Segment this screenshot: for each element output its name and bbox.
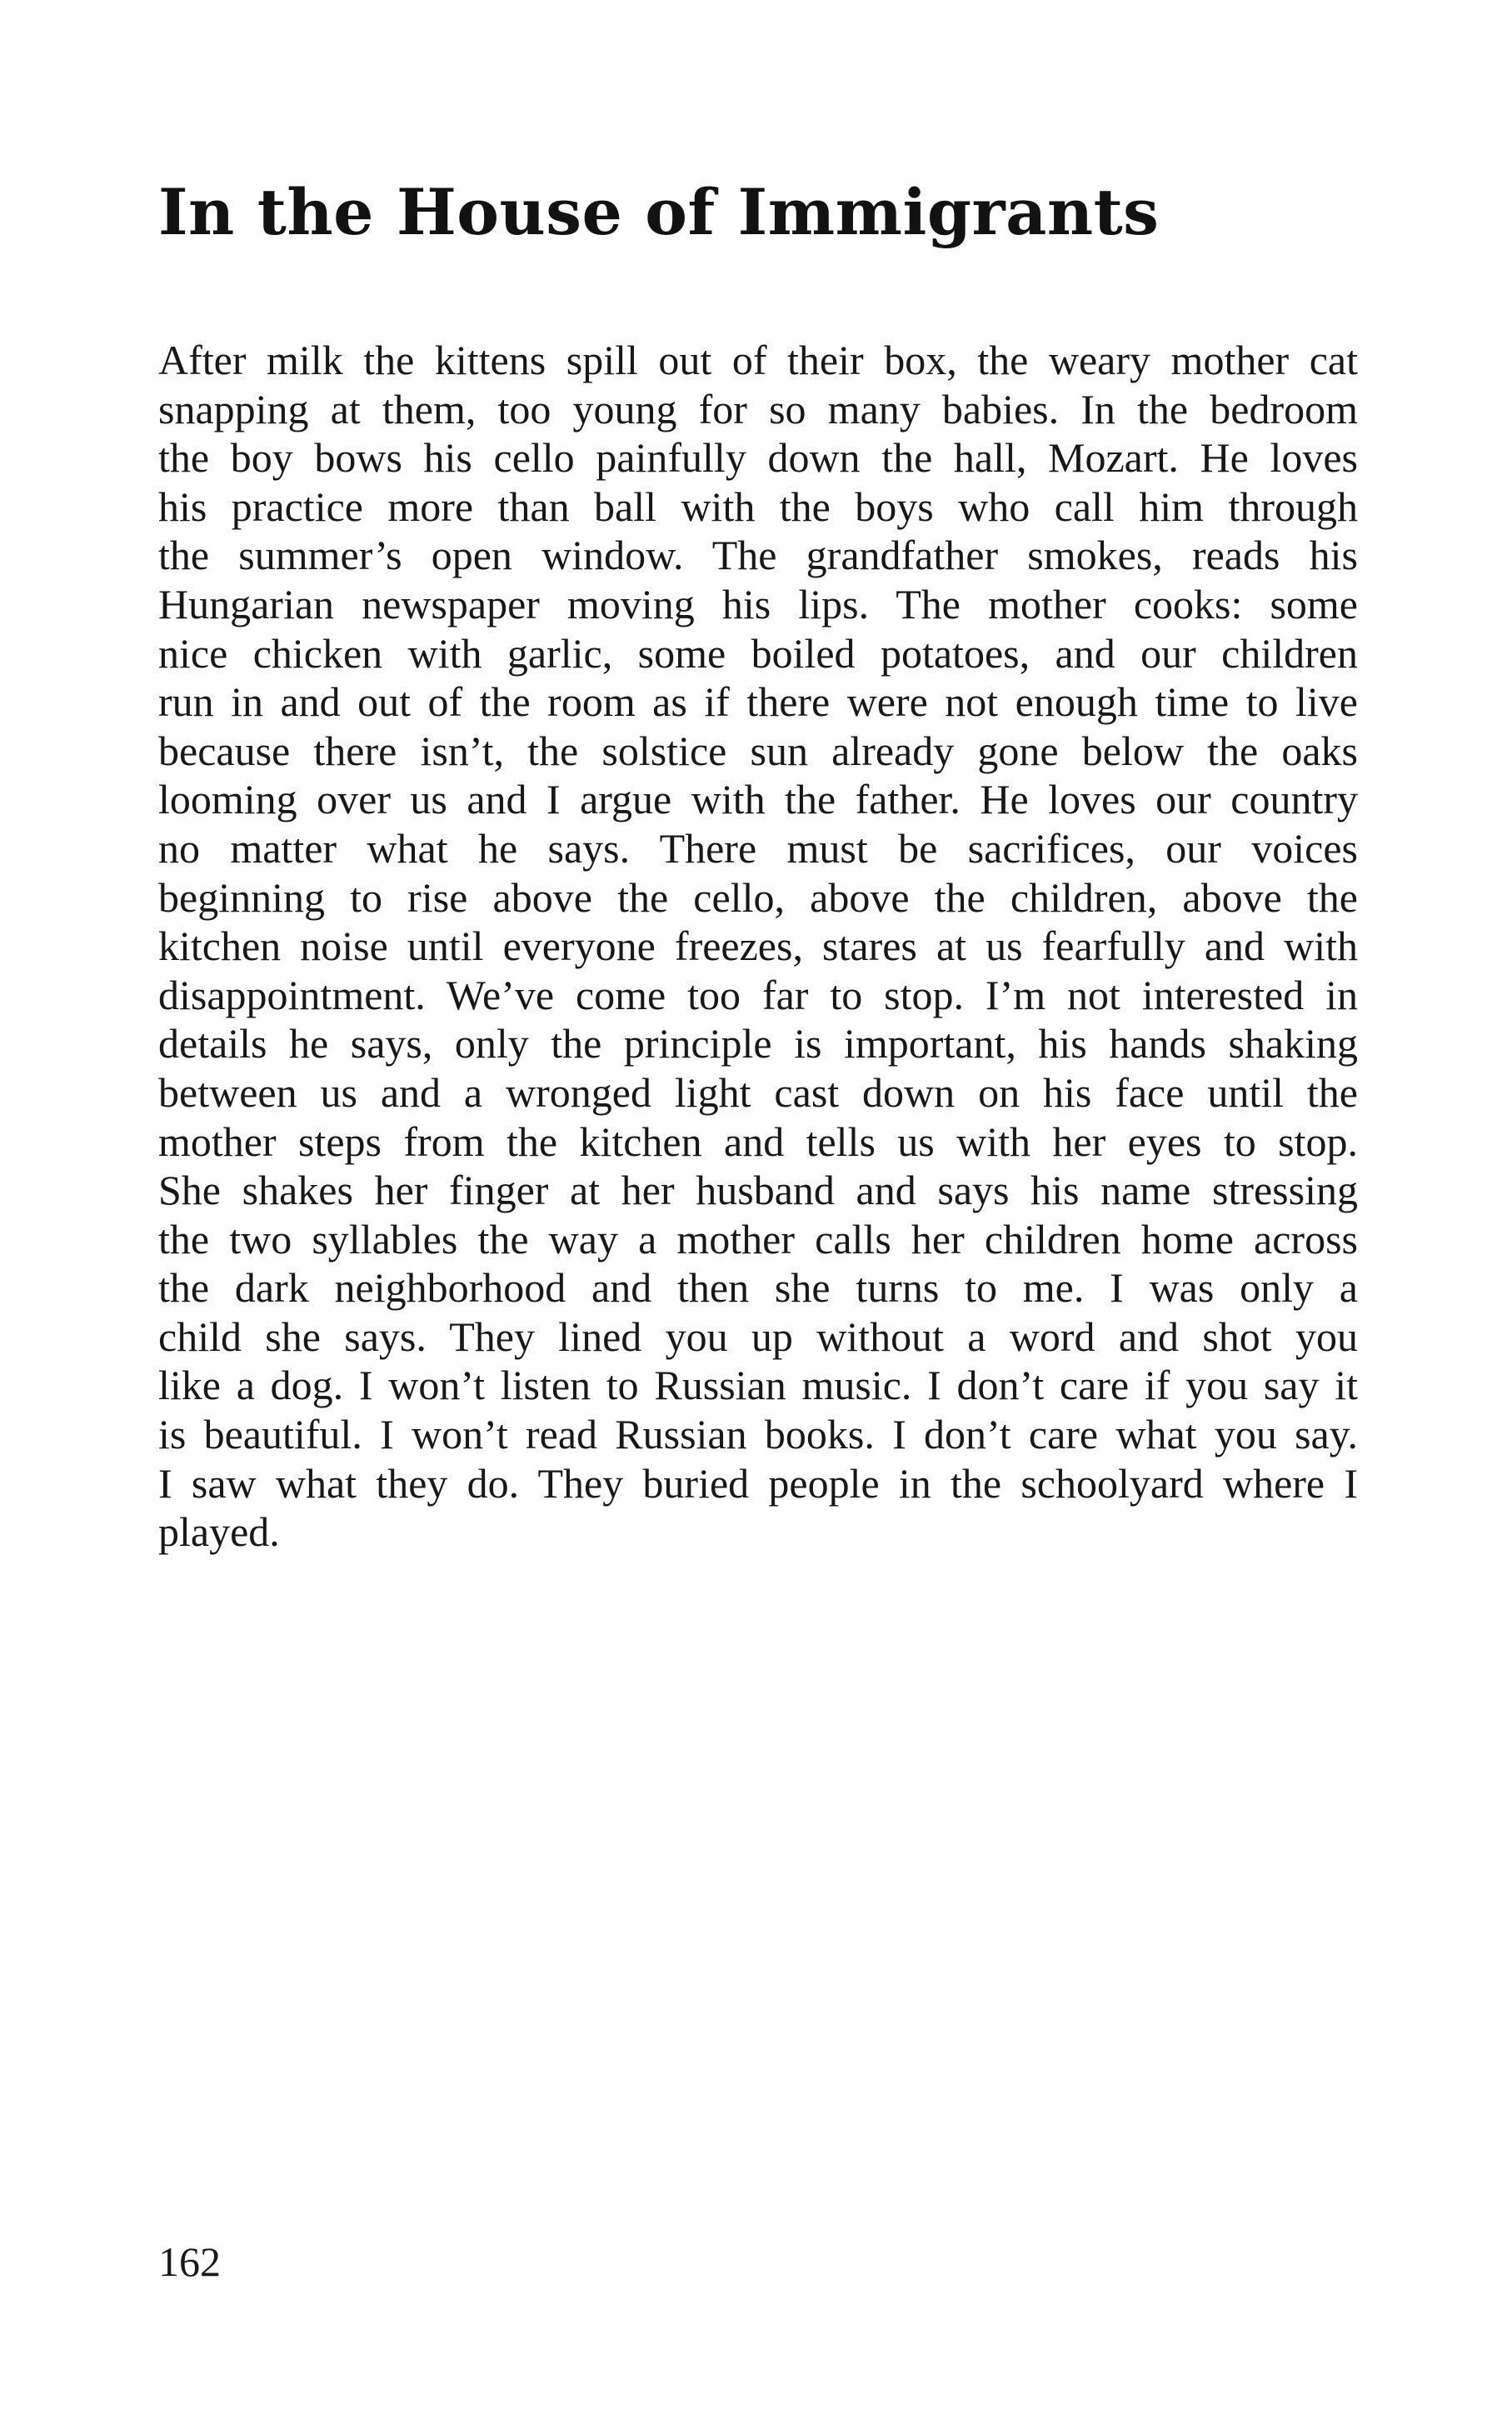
poem-line: his practice more than ball with the boys who call him through [158, 482, 1358, 530]
poem-line: is beautiful. I won’t read Russian books. I don’t care what you say. [158, 1411, 1358, 1458]
page-number: 162 [158, 2238, 221, 2285]
poem-line: looming over us and I argue with the father. He loves our country [158, 776, 1358, 823]
poem-line: run in and out of the room as if there were not enough time to live [158, 678, 1358, 726]
poem-line: I saw what they do. They buried people in the schoolyard where I [158, 1459, 1358, 1507]
poem-line: details he says, only the principle is important, his hands shaking [158, 1020, 1358, 1068]
poem-body [158, 336, 1358, 1652]
poem-line: because there isn’t, the solstice sun already gone below the oaks [158, 727, 1358, 774]
poem-line: kitchen noise until everyone freezes, stares at us fearfully and with [158, 922, 1358, 970]
poem-line: nice chicken with garlic, some boiled potatoes, and our children [158, 629, 1358, 677]
poem-line: between us and a wronged light cast down on his face until the [158, 1068, 1358, 1116]
poem-line: like a dog. I won’t listen to Russian music. I don’t care if you say it [158, 1362, 1358, 1409]
poem-line: the boy bows his cello painfully down the hall, Mozart. He loves [158, 434, 1358, 482]
poem-line: no matter what he says. There must be sacrifices, our voices [158, 824, 1358, 872]
poem-line: beginning to rise above the cello, above the children, above the [158, 873, 1358, 921]
poem-line: the two syllables the way a mother calls her children home across [158, 1215, 1358, 1262]
poem-line: disappointment. We’ve come too far to stop. I’m not interested in [158, 971, 1358, 1018]
poem-line: the summer’s open window. The grandfather smokes, reads his [158, 532, 1358, 579]
poem-line: She shakes her finger at her husband and says his name stressing [158, 1167, 1358, 1214]
poem-line: mother steps from the kitchen and tells us with her eyes to stop. [158, 1118, 1358, 1165]
poem-line: After milk the kittens spill out of their box, the weary mother cat [158, 337, 1358, 383]
poem-line: snapping at them, too young for so many babies. In the bedroom [158, 385, 1358, 432]
poem-line: child she says. They lined you up without a word and shot you [158, 1312, 1358, 1360]
poem-title: In the House of Immigrants [158, 175, 1160, 249]
poem-line: Hungarian newspaper moving his lips. The mother cooks: some [158, 580, 1358, 628]
poem-line: the dark neighborhood and then she turns to me. I was only a [158, 1264, 1358, 1312]
poem-line: played. [158, 1508, 280, 1556]
